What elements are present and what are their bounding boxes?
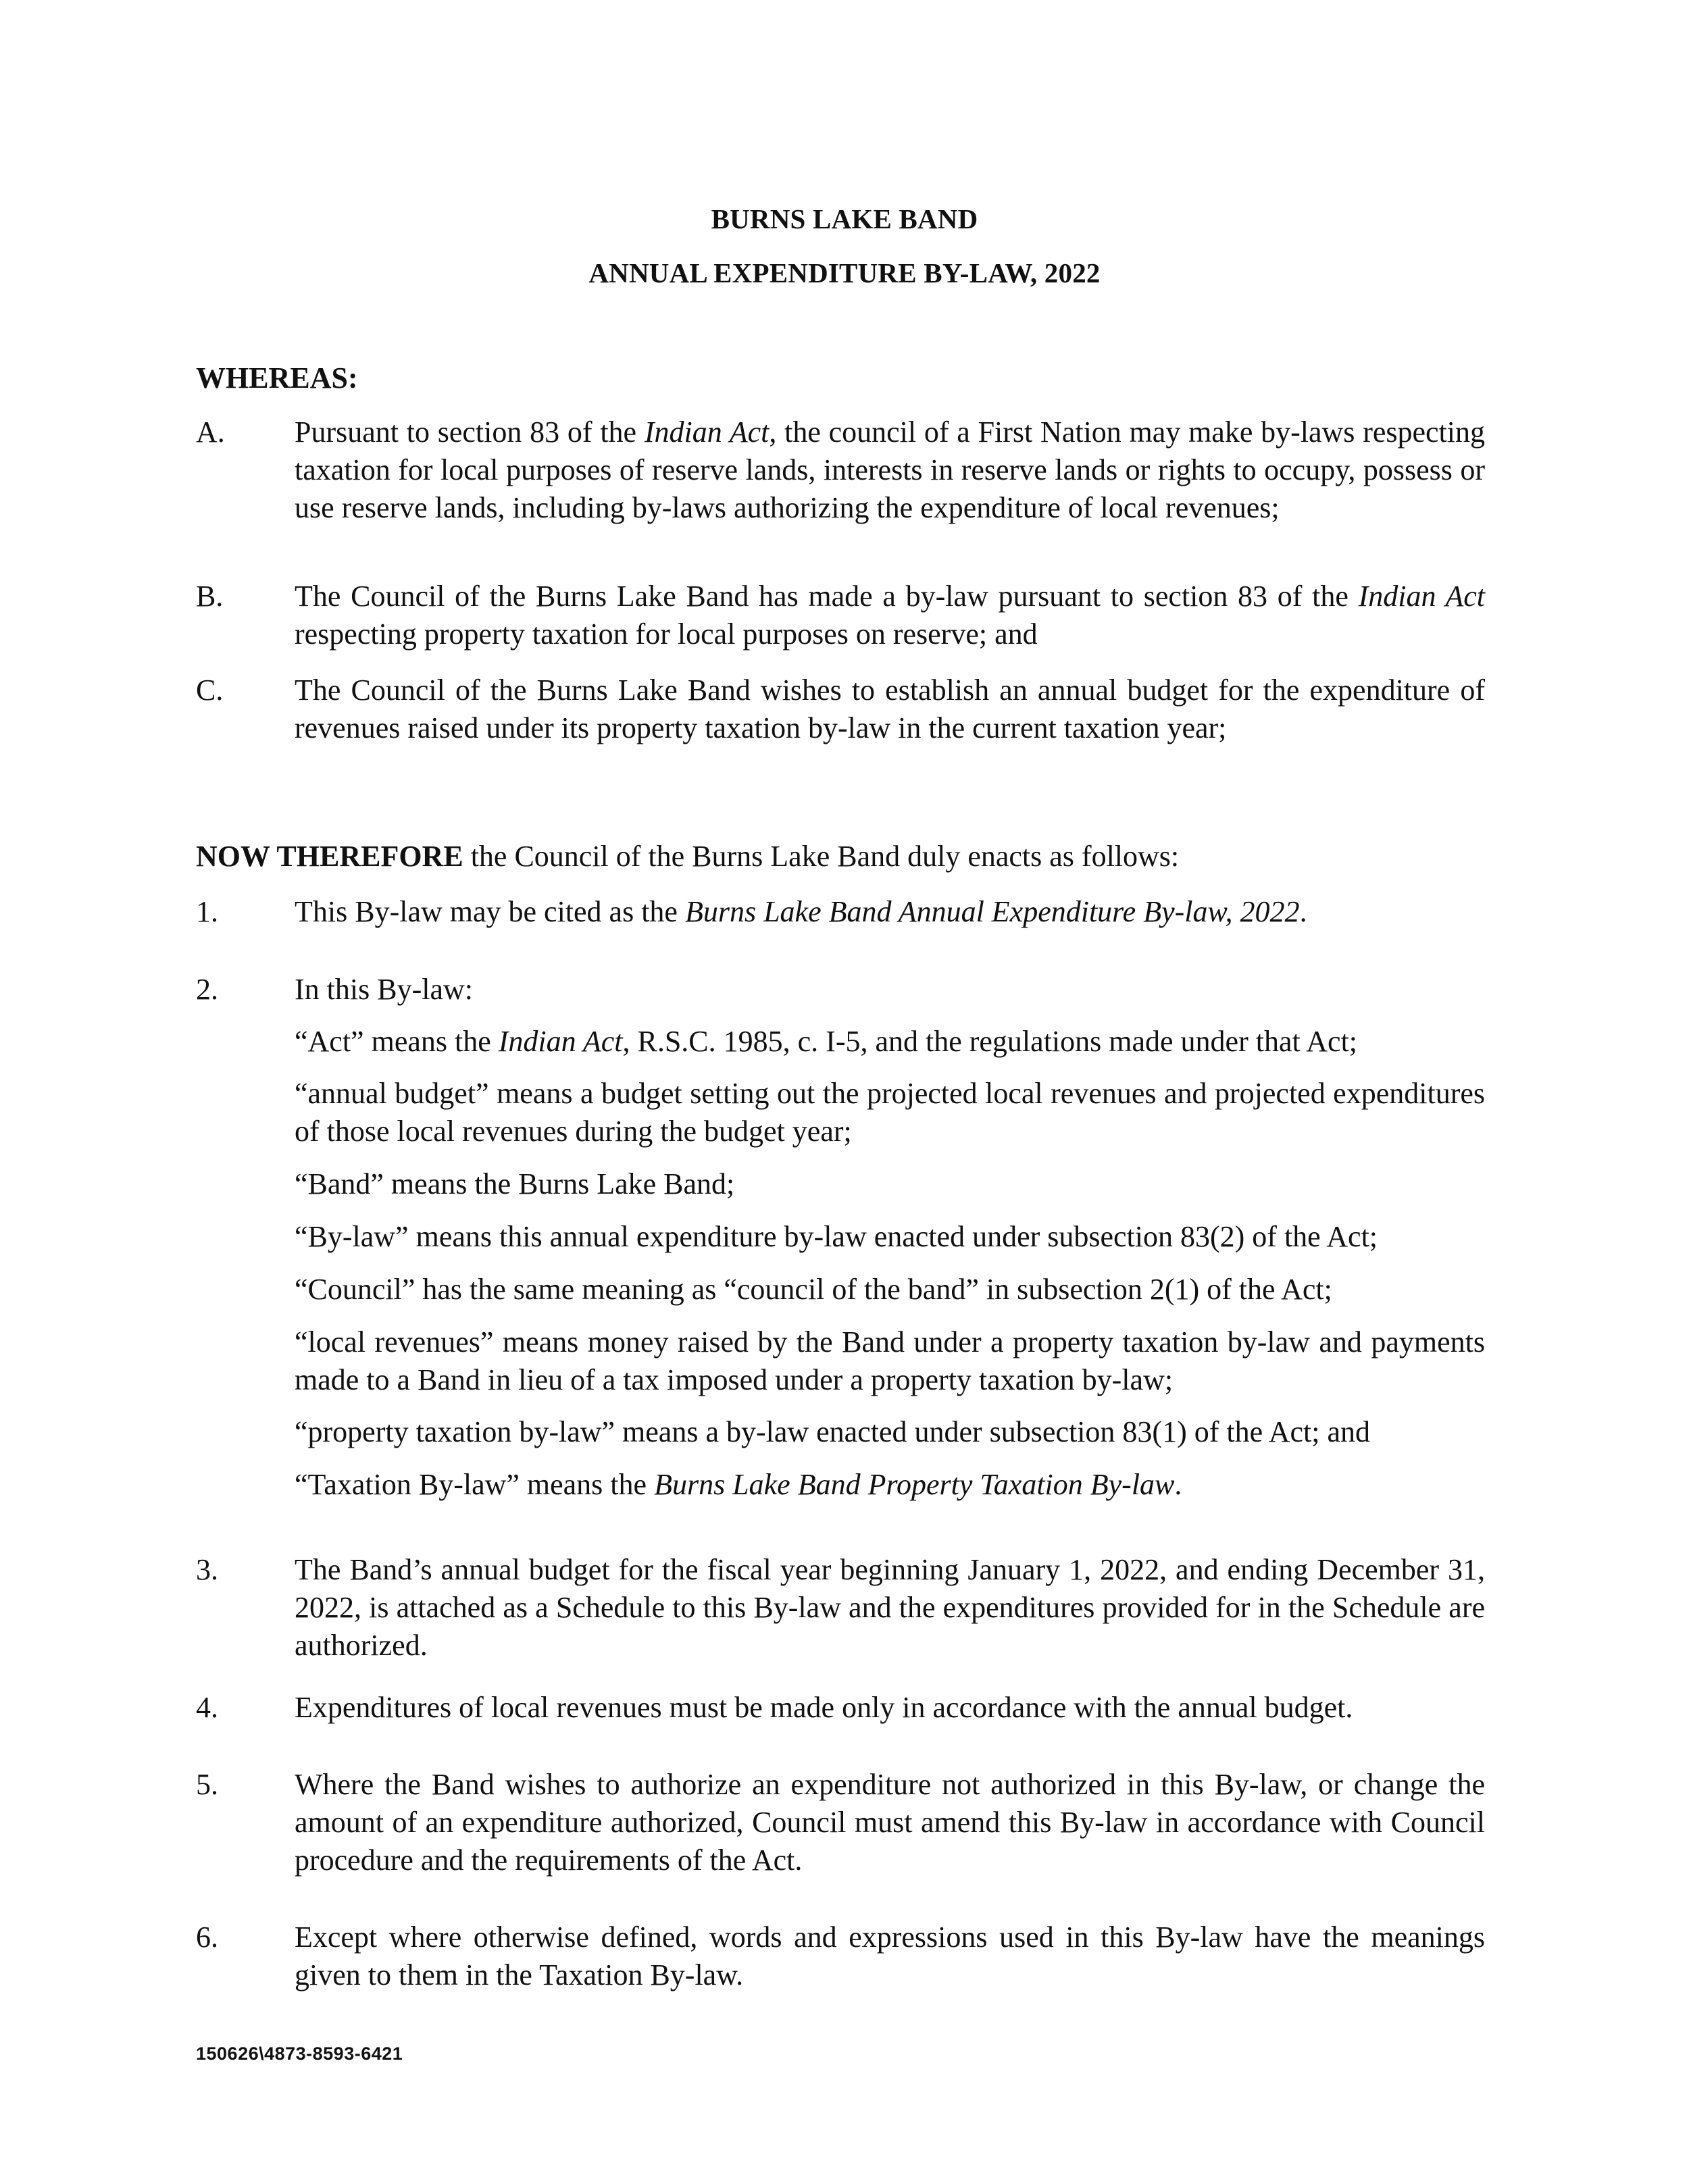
recital-b-text: The Council of the Burns Lake Band has made a by-law pursuant to section 83 of the Indian Act respecting property taxation for local purposes on reserve; and	[295, 580, 1486, 651]
section-1-text: This By-law may be cited as the Burns Lake Band Annual Expenditure By-law, 2022.	[295, 895, 1307, 928]
recital-b-label: B.	[196, 580, 224, 613]
section-5-text: Where the Band wishes to authorize an expenditure not authorized in this By-law, or change the amount of an expenditure authorized, Council must amend this By-law in accordance with Council procedure and the requirements of the Act.	[295, 1768, 1485, 1877]
section-6-label: 6.	[196, 1921, 218, 1954]
definition-annual-budget: “annual budget” means a budget setting out the projected local revenues and projected expenditures of those local revenues during the budget year;	[295, 1077, 1485, 1148]
definition-act: “Act” means the Indian Act, R.S.C. 1985, c. I-5, and the regulations made under that Act;	[295, 1025, 1358, 1058]
definition-by-law: “By-law” means this annual expenditure by-law enacted under subsection 83(2) of the Act;	[295, 1220, 1378, 1253]
section-6-text: Except where otherwise defined, words and expressions used in this By-law have the meanings given to them in the Taxation By-law.	[295, 1921, 1485, 1991]
section-4-label: 4.	[196, 1691, 218, 1724]
document-title-bylaw: ANNUAL EXPENDITURE BY-LAW, 2022	[588, 257, 1101, 288]
definition-local-revenues: “local revenues” means money raised by the Band under a property taxation by-law and payments made to a Band in lieu of a tax imposed under a property taxation by-law;	[295, 1325, 1485, 1396]
section-1-label: 1.	[196, 895, 218, 928]
document-id-footer: 150626\4873-8593-6421	[196, 2043, 403, 2064]
definition-council: “Council” has the same meaning as “council of the band” in subsection 2(1) of the Act;	[295, 1273, 1332, 1306]
document-title-band: BURNS LAKE BAND	[711, 203, 978, 234]
definition-band: “Band” means the Burns Lake Band;	[295, 1167, 735, 1200]
section-3-label: 3.	[196, 1553, 218, 1586]
enactment-clause: NOW THEREFORE the Council of the Burns Lake Band duly enacts as follows:	[196, 840, 1180, 873]
section-2-intro: In this By-law:	[295, 973, 473, 1006]
section-3-text: The Band’s annual budget for the fiscal year beginning January 1, 2022, and ending December 31, 2022, is attached as a Schedule to this By-law and the expenditures provided for in the Schedule are authorized.	[295, 1553, 1485, 1662]
section-4-text: Expenditures of local revenues must be made only in accordance with the annual budget.	[295, 1691, 1353, 1724]
section-2-label: 2.	[196, 973, 218, 1006]
recital-a-text: Pursuant to section 83 of the Indian Act, the council of a First Nation may make by-laws respecting taxation for local purposes of reserve lands, interests in reserve lands or rights to occupy, possess or use reserve lands, including by-laws authorizing the expenditure of local revenues;	[295, 415, 1486, 524]
recital-a-label: A.	[196, 415, 225, 449]
definition-taxation-by-law: “Taxation By-law” means the Burns Lake Band Property Taxation By-law.	[295, 1468, 1182, 1501]
definition-property-taxation-by-law: “property taxation by-law” means a by-law enacted under subsection 83(1) of the Act; and	[295, 1415, 1370, 1448]
section-5-label: 5.	[196, 1768, 218, 1801]
recital-c-label: C.	[196, 674, 224, 707]
recital-c-text: The Council of the Burns Lake Band wishes to establish an annual budget for the expenditure of revenues raised under its property taxation by-law in the current taxation year;	[295, 674, 1485, 744]
whereas-heading: WHEREAS:	[196, 361, 358, 395]
